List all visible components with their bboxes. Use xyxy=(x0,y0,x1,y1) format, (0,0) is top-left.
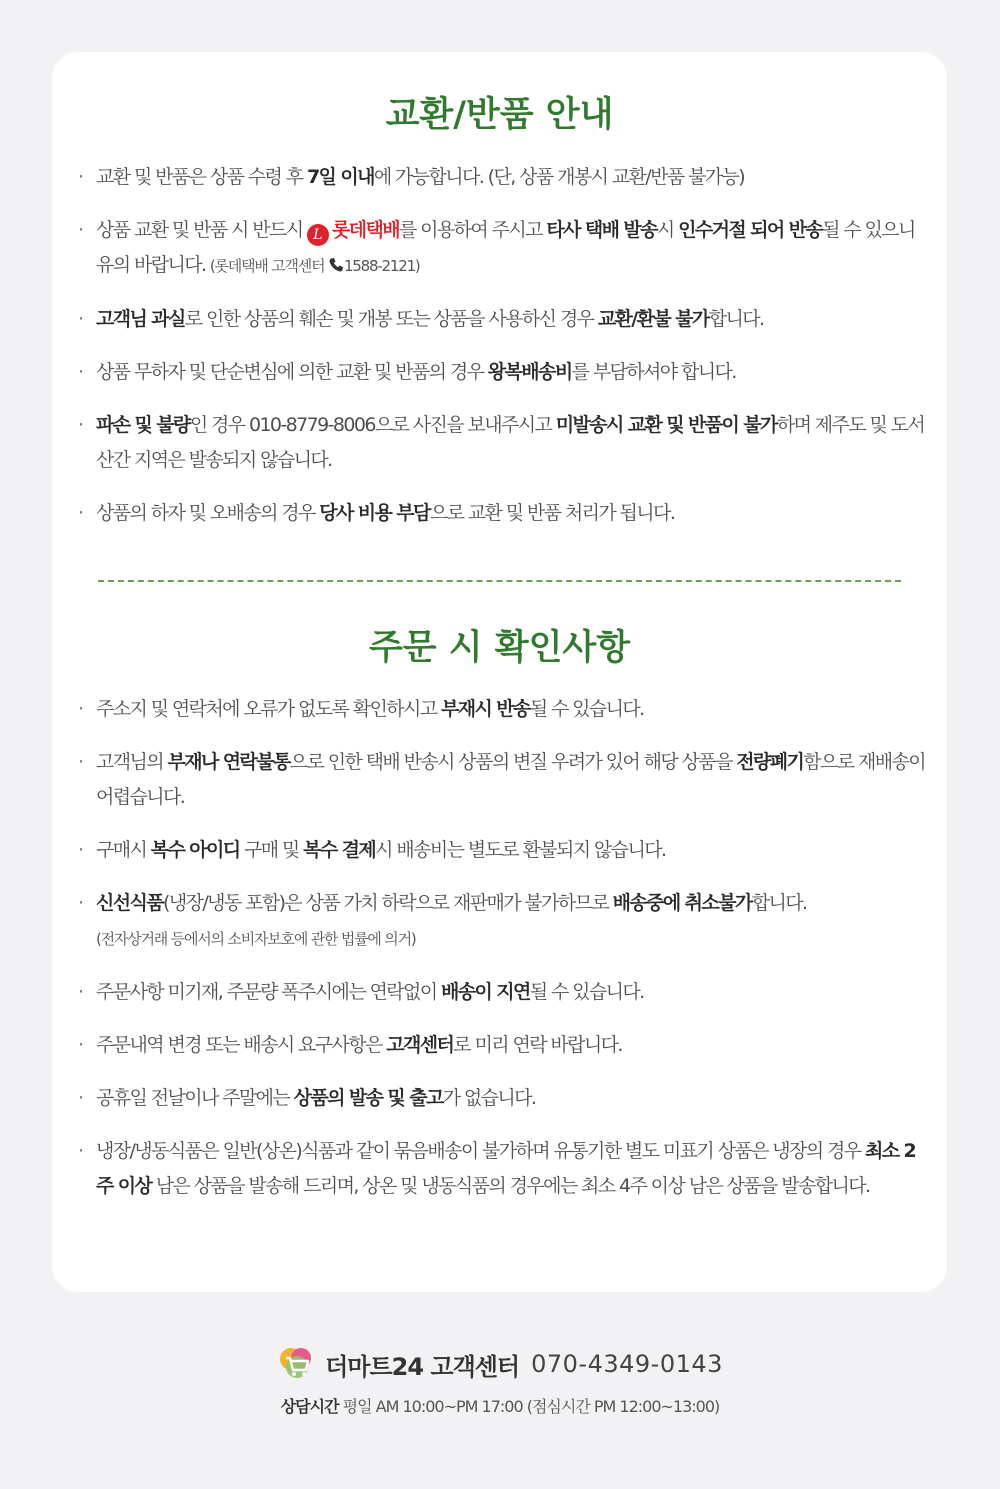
list-item: · 주문사항 미기재, 주문량 폭주시에는 연락없이 배송이 지연될 수 있습니다. xyxy=(82,975,927,1010)
list-item: · 구매시 복수 아이디 구매 및 복수 결제시 배송비는 별도로 환불되지 않습니다. xyxy=(82,833,927,868)
customer-center-phone: 070-4349-0143 xyxy=(531,1350,723,1378)
list-item: · 상품 교환 및 반품 시 반드시 L 롯데택배를 이용하여 주시고 타사 택배 발송시 인수거절 되어 반송될 수 있으니 유의 바랍니다. (롯데택배 고객센터 1588-2121) xyxy=(82,213,927,284)
list-item: · 파손 및 불량인 경우 010-8779-8006으로 사진을 보내주시고 미발송시 교환 및 반품이 불가하며 제주도 및 도서산간 지역은 발송되지 않습니다. xyxy=(82,408,927,478)
law-note: (전자상거래 등에서의 소비자보호에 관한 법률에 의거) xyxy=(96,930,416,948)
exchange-list xyxy=(82,160,927,531)
lotte-courier-label: 롯데택배 xyxy=(331,219,399,241)
list-item: · 공휴일 전날이나 주말에는 상품의 발송 및 출고가 없습니다. xyxy=(82,1081,927,1116)
list-item: · 고객님의 부재나 연락불통으로 인한 택배 반송시 상품의 변질 우려가 있어 해당 상품을 전량폐기함으로 재배송이 어렵습니다. xyxy=(82,745,927,815)
list-item: · 주소지 및 연락처에 오류가 없도록 확인하시고 부재시 반송될 수 있습니다. xyxy=(82,692,927,727)
consult-hours xyxy=(0,1394,1000,1417)
customer-center-name: 더마트24 고객센터 xyxy=(325,1352,520,1381)
order-list xyxy=(82,692,927,1204)
list-item: · 교환 및 반품은 상품 수령 후 7일 이내에 가능합니다. (단, 상품 개봉시 교환/반품 불가능) xyxy=(82,160,927,195)
list-item: · 고객님 과실로 인한 상품의 훼손 및 개봉 또는 상품을 사용하신 경우 교환/환불 불가합니다. xyxy=(82,302,927,337)
section-divider xyxy=(98,580,901,582)
consult-hours-value: 평일 AM 10:00~PM 17:00 (점심시간 PM 12:00~13:00) xyxy=(338,1397,720,1416)
list-item: · 상품 무하자 및 단순변심에 의한 교환 및 반품의 경우 왕복배송비를 부담하셔야 합니다. xyxy=(82,355,927,390)
list-item: · 상품의 하자 및 오배송의 경우 당사 비용 부담으로 교환 및 반품 처리가 됩니다. xyxy=(82,496,927,531)
customer-center xyxy=(0,1344,1000,1384)
shopping-cart-icon xyxy=(277,1346,317,1382)
exchange-title: 교환/반품 안내 xyxy=(385,95,614,135)
list-item: · 신선식품(냉장/냉동 포함)은 상품 가치 하락으로 재판매가 불가하므로 배송중에 취소불가합니다. (전자상거래 등에서의 소비자보호에 관한 법률에 의거) xyxy=(82,886,927,957)
order-title: 주문 시 확인사항 xyxy=(368,628,631,668)
list-item: · 냉장/냉동식품은 일반(상온)식품과 같이 묶음배송이 불가하며 유통기한 별도 미표기 상품은 냉장의 경우 최소 2주 이상 남은 상품을 발송해 드리며, 상온 및 냉동식품의 경우에는 최소 4주 이상 남은 상품을 발송합니다. xyxy=(82,1134,927,1204)
info-card xyxy=(52,52,947,1292)
list-item: · 주문내역 변경 또는 배송시 요구사항은 고객센터로 미리 연락 바랍니다. xyxy=(82,1028,927,1063)
lotte-logo-icon: L xyxy=(307,224,329,246)
phone-icon xyxy=(328,257,344,273)
consult-hours-label: 상담시간 xyxy=(280,1397,339,1416)
